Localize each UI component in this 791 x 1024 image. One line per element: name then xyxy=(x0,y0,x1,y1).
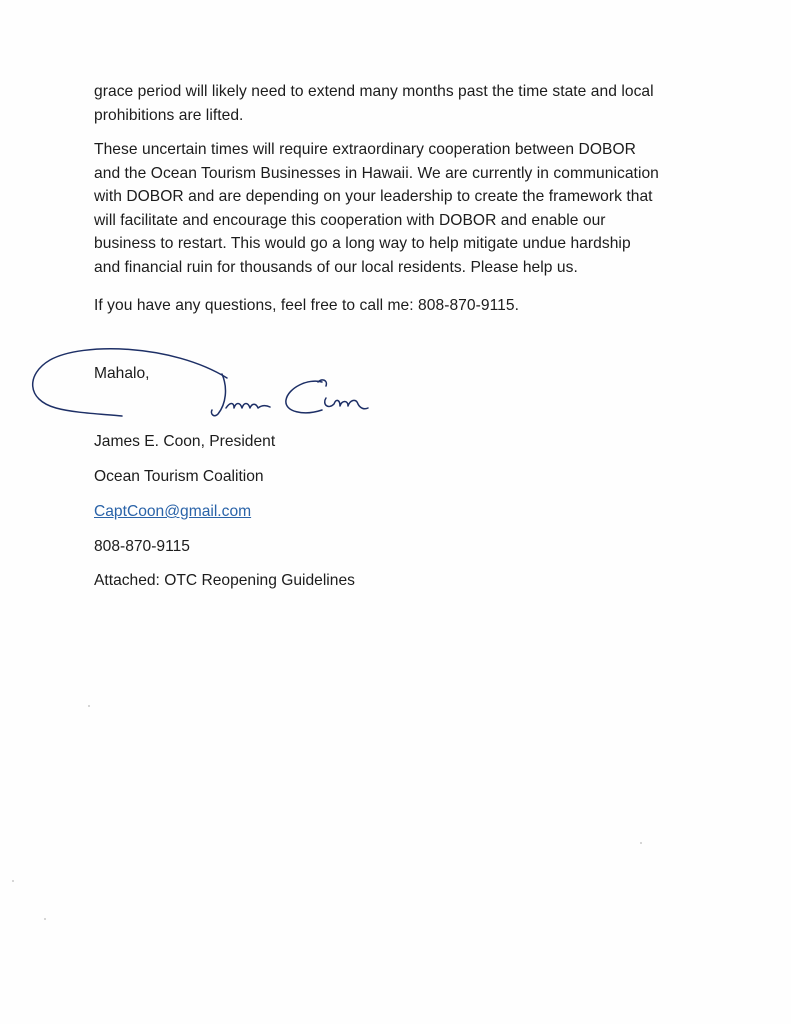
email-link[interactable]: CaptCoon@gmail.com xyxy=(94,503,252,520)
paragraph-cooperation xyxy=(94,138,714,279)
scan-artifact xyxy=(640,842,642,844)
closing-salutation: Mahalo, xyxy=(94,365,150,382)
paragraph-grace-period xyxy=(94,80,714,127)
scan-artifact xyxy=(44,918,46,920)
attachment-note: Attached: OTC Reopening Guidelines xyxy=(94,572,355,589)
text-line: and financial ruin for thousands of our local residents. Please help us. xyxy=(94,258,578,276)
signer-phone: 808-870-9115 xyxy=(94,538,190,555)
text-line: business to restart. This would go a long way to help mitigate undue hardship xyxy=(94,235,631,252)
scan-artifact xyxy=(12,880,14,882)
text-line: grace period will likely need to extend many months past the time state and local xyxy=(94,83,654,100)
handwritten-signature xyxy=(22,338,382,428)
text-line: These uncertain times will require extraordinary cooperation between DOBOR xyxy=(94,141,636,158)
paragraph-contact xyxy=(94,294,714,318)
scan-artifact xyxy=(88,705,90,707)
text-line: prohibitions are lifted. xyxy=(94,106,244,124)
signer-organization: Ocean Tourism Coalition xyxy=(94,468,264,485)
text-line: will facilitate and encourage this cooperation with DOBOR and enable our xyxy=(94,211,606,229)
text-line: with DOBOR and are depending on your leadership to create the framework that xyxy=(94,188,653,205)
text-line: If you have any questions, feel free to call me: 808-870-9115. xyxy=(94,297,519,314)
text-line: and the Ocean Tourism Businesses in Hawaii. We are currently in communication xyxy=(94,164,659,182)
signer-name-title: James E. Coon, President xyxy=(94,433,276,450)
